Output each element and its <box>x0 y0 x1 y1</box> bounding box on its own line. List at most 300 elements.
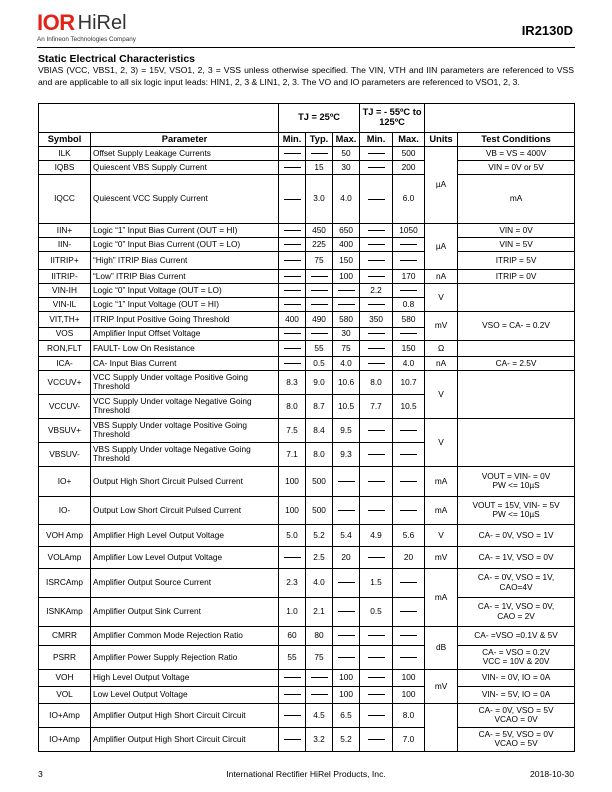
not-specified-dash <box>338 635 355 636</box>
value-cell-max-range: 8.0 <box>393 703 425 727</box>
value-cell-max-range <box>393 237 425 251</box>
value-cell-max-25 <box>333 568 360 597</box>
not-specified-dash <box>284 290 301 291</box>
not-specified-dash <box>368 153 385 154</box>
value-cell-max-25: 100 <box>333 669 360 686</box>
value-cell-min-25 <box>279 669 306 686</box>
value-cell-max-25: 580 <box>333 311 360 327</box>
value-cell-min-25 <box>279 283 306 297</box>
value-cell-typ-25: 9.0 <box>306 370 333 394</box>
value-cell-min-range <box>360 147 393 161</box>
not-specified-dash <box>338 304 355 305</box>
value-cell-min-25 <box>279 340 306 356</box>
not-specified-dash <box>284 715 301 716</box>
value-cell-min-25 <box>279 727 306 751</box>
table-row <box>39 370 575 394</box>
section-description: VBIAS (VCC, VBS1, 2, 3) = 15V, VSO1, 2, 3 = VSS unless otherwise specified. The VIN, VTH and IIN parameters are referenced to VSS and are applicable to all six logic input leads: HIN1, 2, 3 & LIN1, 2, 3. The VO and IO parameters are referenced to VSO1, 2, 3. <box>38 65 574 87</box>
test-condition-cell: VSO = CA- = 0.2V <box>458 311 575 340</box>
units-cell: dB <box>425 626 458 669</box>
value-cell-min-range <box>360 546 393 568</box>
symbol-cell: IO+Amp <box>39 727 91 751</box>
symbol-cell: IIN+ <box>39 223 91 237</box>
parameter-cell: Amplifier Output Sink Current <box>91 597 279 626</box>
test-condition-cell: CA- =VSO =0.1V & 5V <box>458 626 575 645</box>
not-specified-dash <box>338 582 355 583</box>
header-divider <box>37 47 575 48</box>
test-condition-cell: CA- = 5V, VSO = 0V VCAO = 5V <box>458 727 575 751</box>
value-cell-min-range: 350 <box>360 311 393 327</box>
not-specified-dash <box>368 348 385 349</box>
test-condition-cell: CA- = 0V, VSO = 1V <box>458 524 575 546</box>
value-cell-min-range: 0.5 <box>360 597 393 626</box>
value-cell-min-range <box>360 418 393 442</box>
value-cell-min-25: 7.1 <box>279 442 306 466</box>
not-specified-dash <box>284 167 301 168</box>
value-cell-typ-25: 75 <box>306 645 333 669</box>
value-cell-min-25 <box>279 223 306 237</box>
symbol-cell: VIN-IL <box>39 297 91 311</box>
value-cell-min-range: 1.5 <box>360 568 393 597</box>
col-parameter: Parameter <box>91 133 279 147</box>
table-row <box>39 597 575 626</box>
symbol-cell: IO- <box>39 496 91 524</box>
test-condition-cell: CA- = 0V, VSO = 5V VCAO = 0V <box>458 703 575 727</box>
units-cell: V <box>425 370 458 418</box>
header-blank <box>39 104 279 133</box>
not-specified-dash <box>368 510 385 511</box>
not-specified-dash <box>284 276 301 277</box>
units-cell: V <box>425 283 458 311</box>
table-row <box>39 283 575 297</box>
value-cell-min-25: 8.3 <box>279 370 306 394</box>
table-row <box>39 669 575 686</box>
temp-group-range: TJ = - 55ºC to 125ºC <box>360 104 425 133</box>
not-specified-dash <box>400 290 417 291</box>
value-cell-typ-25: 450 <box>306 223 333 237</box>
page-number: 3 <box>38 769 43 779</box>
not-specified-dash <box>368 635 385 636</box>
not-specified-dash <box>400 454 417 455</box>
value-cell-max-range <box>393 442 425 466</box>
value-cell-max-range <box>393 466 425 496</box>
value-cell-typ-25: 3.2 <box>306 727 333 751</box>
value-cell-max-range: 6.0 <box>393 175 425 224</box>
parameter-cell: CA- Input Bias Current <box>91 356 279 370</box>
value-cell-max-25: 6.5 <box>333 703 360 727</box>
symbol-cell: VOH Amp <box>39 524 91 546</box>
test-condition-cell: VOUT = VIN- = 0V PW <= 10µS <box>458 466 575 496</box>
value-cell-max-range: 5.6 <box>393 524 425 546</box>
symbol-cell: IITRIP- <box>39 269 91 283</box>
not-specified-dash <box>368 199 385 200</box>
parameter-cell: VCC Supply Under voltage Positive Going Threshold <box>91 370 279 394</box>
not-specified-dash <box>368 167 385 168</box>
units-cell: Ω <box>425 340 458 356</box>
symbol-cell: IQCC <box>39 175 91 224</box>
col-units: Units <box>425 133 458 147</box>
not-specified-dash <box>368 481 385 482</box>
symbol-cell: VOH <box>39 669 91 686</box>
value-cell-max-25: 4.0 <box>333 356 360 370</box>
value-cell-max-range <box>393 418 425 442</box>
value-cell-typ-25: 55 <box>306 340 333 356</box>
value-cell-typ-25: 80 <box>306 626 333 645</box>
units-cell: mA <box>425 466 458 496</box>
parameter-cell: VBS Supply Under voltage Positive Going Threshold <box>91 418 279 442</box>
col-symbol: Symbol <box>39 133 91 147</box>
parameter-cell: Output Low Short Circuit Pulsed Current <box>91 496 279 524</box>
not-specified-dash <box>400 582 417 583</box>
test-condition-cell: VIN- = 5V, IO = 0A <box>458 686 575 703</box>
value-cell-min-range <box>360 356 393 370</box>
table-row <box>39 703 575 727</box>
value-cell-max-range: 500 <box>393 147 425 161</box>
footer-company: International Rectifier HiRel Products, Inc. <box>226 769 386 779</box>
value-cell-min-range <box>360 703 393 727</box>
symbol-cell: CMRR <box>39 626 91 645</box>
value-cell-typ-25: 0.5 <box>306 356 333 370</box>
value-cell-max-25 <box>333 283 360 297</box>
part-number: IR2130D <box>521 23 573 38</box>
value-cell-min-range: 2.2 <box>360 283 393 297</box>
not-specified-dash <box>400 244 417 245</box>
value-cell-max-range: 7.0 <box>393 727 425 751</box>
not-specified-dash <box>368 244 385 245</box>
value-cell-min-25 <box>279 686 306 703</box>
parameter-cell: High Level Output Voltage <box>91 669 279 686</box>
value-cell-typ-25 <box>306 327 333 340</box>
table-row <box>39 686 575 703</box>
value-cell-min-range <box>360 269 393 283</box>
symbol-cell: ICA- <box>39 356 91 370</box>
not-specified-dash <box>338 481 355 482</box>
value-cell-typ-25: 490 <box>306 311 333 327</box>
value-cell-max-25: 30 <box>333 327 360 340</box>
not-specified-dash <box>368 557 385 558</box>
table-row <box>39 223 575 237</box>
parameter-cell: Amplifier Output Source Current <box>91 568 279 597</box>
not-specified-dash <box>368 657 385 658</box>
value-cell-min-range <box>360 669 393 686</box>
value-cell-max-range <box>393 283 425 297</box>
value-cell-max-range: 100 <box>393 669 425 686</box>
table-row <box>39 269 575 283</box>
not-specified-dash <box>284 348 301 349</box>
not-specified-dash <box>311 276 328 277</box>
value-cell-min-range <box>360 727 393 751</box>
value-cell-max-range: 170 <box>393 269 425 283</box>
value-cell-min-range <box>360 297 393 311</box>
symbol-cell: VIN-IH <box>39 283 91 297</box>
symbol-cell: VOLAmp <box>39 546 91 568</box>
units-cell <box>425 703 458 751</box>
parameter-cell: Low Level Output Voltage <box>91 686 279 703</box>
parameter-cell: VCC Supply Under voltage Negative Going Threshold <box>91 394 279 418</box>
value-cell-min-25 <box>279 546 306 568</box>
table-row <box>39 727 575 751</box>
parameter-cell: Amplifier Input Offset Voltage <box>91 327 279 340</box>
not-specified-dash <box>400 635 417 636</box>
value-cell-max-range: 0.8 <box>393 297 425 311</box>
test-condition-cell: VIN- = 0V, IO = 0A <box>458 669 575 686</box>
value-cell-typ-25: 75 <box>306 251 333 269</box>
value-cell-min-25: 400 <box>279 311 306 327</box>
not-specified-dash <box>400 657 417 658</box>
value-cell-typ-25: 500 <box>306 496 333 524</box>
not-specified-dash <box>400 333 417 334</box>
parameter-cell: Output High Short Circuit Pulsed Current <box>91 466 279 496</box>
units-cell: mA <box>425 568 458 626</box>
value-cell-max-range <box>393 597 425 626</box>
temp-group-25c: TJ = 25ºC <box>279 104 360 133</box>
symbol-cell: ILK <box>39 147 91 161</box>
not-specified-dash <box>368 694 385 695</box>
value-cell-max-25: 150 <box>333 251 360 269</box>
value-cell-typ-25: 3.0 <box>306 175 333 224</box>
value-cell-min-25: 5.0 <box>279 524 306 546</box>
table-row <box>39 466 575 496</box>
not-specified-dash <box>368 304 385 305</box>
symbol-cell: VBSUV+ <box>39 418 91 442</box>
not-specified-dash <box>284 260 301 261</box>
value-cell-min-25 <box>279 297 306 311</box>
not-specified-dash <box>284 199 301 200</box>
not-specified-dash <box>400 430 417 431</box>
col-max-25: Max. <box>333 133 360 147</box>
parameter-cell: Logic “0” Input Bias Current (OUT = LO) <box>91 237 279 251</box>
table-row <box>39 645 575 669</box>
value-cell-max-25 <box>333 297 360 311</box>
value-cell-max-25: 75 <box>333 340 360 356</box>
value-cell-max-25: 50 <box>333 147 360 161</box>
parameter-cell: Amplifier Common Mode Rejection Ratio <box>91 626 279 645</box>
symbol-cell: VCCUV- <box>39 394 91 418</box>
not-specified-dash <box>368 739 385 740</box>
units-cell: mA <box>458 175 575 224</box>
value-cell-min-range <box>360 645 393 669</box>
value-cell-min-range: 7.7 <box>360 394 393 418</box>
value-cell-max-range <box>393 327 425 340</box>
value-cell-min-25 <box>279 175 306 224</box>
table-row <box>39 237 575 251</box>
value-cell-min-25 <box>279 147 306 161</box>
not-specified-dash <box>400 611 417 612</box>
value-cell-min-range <box>360 223 393 237</box>
units-cell: nA <box>425 356 458 370</box>
parameter-cell: Quiescent VBS Supply Current <box>91 161 279 175</box>
company-logo <box>37 11 157 47</box>
test-condition-cell: ITRIP = 5V <box>458 251 575 269</box>
value-cell-min-range <box>360 442 393 466</box>
table-row <box>39 251 575 269</box>
test-condition-cell: CA- = 0V, VSO = 1V, CAO=4V <box>458 568 575 597</box>
test-condition-cell: VIN = 5V <box>458 237 575 251</box>
not-specified-dash <box>368 333 385 334</box>
value-cell-typ-25: 8.0 <box>306 442 333 466</box>
symbol-cell: VIT,TH+ <box>39 311 91 327</box>
value-cell-max-range <box>393 568 425 597</box>
value-cell-max-range: 150 <box>393 340 425 356</box>
value-cell-min-25 <box>279 237 306 251</box>
value-cell-min-25 <box>279 161 306 175</box>
value-cell-max-25: 30 <box>333 161 360 175</box>
footer-date: 2018-10-30 <box>530 769 574 779</box>
value-cell-min-25 <box>279 703 306 727</box>
not-specified-dash <box>284 304 301 305</box>
value-cell-max-25 <box>333 645 360 669</box>
symbol-cell: VOL <box>39 686 91 703</box>
value-cell-typ-25 <box>306 686 333 703</box>
value-cell-min-range <box>360 340 393 356</box>
value-cell-min-25: 60 <box>279 626 306 645</box>
value-cell-typ-25 <box>306 283 333 297</box>
not-specified-dash <box>400 260 417 261</box>
value-cell-min-25: 100 <box>279 466 306 496</box>
value-cell-min-range <box>360 496 393 524</box>
not-specified-dash <box>284 557 301 558</box>
value-cell-typ-25: 15 <box>306 161 333 175</box>
static-characteristics-table <box>38 103 575 752</box>
parameter-cell: FAULT- Low On Resistance <box>91 340 279 356</box>
not-specified-dash <box>284 333 301 334</box>
value-cell-min-range <box>360 327 393 340</box>
value-cell-typ-25: 4.5 <box>306 703 333 727</box>
value-cell-min-range <box>360 626 393 645</box>
value-cell-min-range <box>360 686 393 703</box>
value-cell-typ-25: 4.0 <box>306 568 333 597</box>
not-specified-dash <box>338 290 355 291</box>
logo-ior-mark: IOR <box>37 10 75 35</box>
value-cell-max-25: 4.0 <box>333 175 360 224</box>
not-specified-dash <box>284 230 301 231</box>
test-condition-cell: ITRIP = 0V <box>458 269 575 283</box>
value-cell-max-25: 650 <box>333 223 360 237</box>
not-specified-dash <box>368 430 385 431</box>
not-specified-dash <box>338 611 355 612</box>
value-cell-max-25 <box>333 466 360 496</box>
value-cell-typ-25 <box>306 669 333 686</box>
table-row <box>39 356 575 370</box>
not-specified-dash <box>368 677 385 678</box>
symbol-cell: PSRR <box>39 645 91 669</box>
value-cell-max-25: 400 <box>333 237 360 251</box>
value-cell-typ-25 <box>306 269 333 283</box>
table-row <box>39 340 575 356</box>
not-specified-dash <box>311 694 328 695</box>
value-cell-max-range <box>393 626 425 645</box>
value-cell-max-25 <box>333 626 360 645</box>
value-cell-min-range <box>360 175 393 224</box>
not-specified-dash <box>368 276 385 277</box>
symbol-cell: IO+ <box>39 466 91 496</box>
value-cell-max-25: 10.5 <box>333 394 360 418</box>
units-cell: V <box>425 524 458 546</box>
not-specified-dash <box>311 153 328 154</box>
not-specified-dash <box>368 260 385 261</box>
col-min-25: Min. <box>279 133 306 147</box>
test-condition-cell: VIN = 0V <box>458 223 575 237</box>
value-cell-min-25 <box>279 251 306 269</box>
not-specified-dash <box>368 363 385 364</box>
parameter-cell: Offset Supply Leakage Currents <box>91 147 279 161</box>
value-cell-typ-25: 2.5 <box>306 546 333 568</box>
value-cell-typ-25: 8.7 <box>306 394 333 418</box>
not-specified-dash <box>284 677 301 678</box>
logo-hirel-text: HiRel <box>77 11 127 34</box>
parameter-cell: Amplifier Low Level Output Voltage <box>91 546 279 568</box>
value-cell-max-range: 1050 <box>393 223 425 237</box>
col-max-range: Max. <box>393 133 425 147</box>
not-specified-dash <box>400 510 417 511</box>
value-cell-min-25: 55 <box>279 645 306 669</box>
value-cell-min-range: 4.9 <box>360 524 393 546</box>
table-row <box>39 147 575 161</box>
value-cell-min-25: 2.3 <box>279 568 306 597</box>
parameter-cell: “High” ITRIP Bias Current <box>91 251 279 269</box>
table-row <box>39 626 575 645</box>
symbol-cell: IIN- <box>39 237 91 251</box>
value-cell-max-range: 20 <box>393 546 425 568</box>
value-cell-max-25: 20 <box>333 546 360 568</box>
col-typ-25: Typ. <box>306 133 333 147</box>
header-blank-right <box>425 104 575 133</box>
not-specified-dash <box>311 333 328 334</box>
value-cell-max-range: 200 <box>393 161 425 175</box>
not-specified-dash <box>284 153 301 154</box>
parameter-cell: Amplifier Output High Short Circuit Circuit <box>91 703 279 727</box>
not-specified-dash <box>368 454 385 455</box>
units-cell: mA <box>425 496 458 524</box>
not-specified-dash <box>311 677 328 678</box>
value-cell-min-range <box>360 237 393 251</box>
value-cell-min-range <box>360 161 393 175</box>
not-specified-dash <box>284 694 301 695</box>
table-row <box>39 161 575 175</box>
not-specified-dash <box>338 510 355 511</box>
value-cell-min-25 <box>279 269 306 283</box>
test-condition-cell: VOUT = 15V, VIN- = 5V PW <= 10µS <box>458 496 575 524</box>
parameter-cell: ITRIP Input Positive Going Threshold <box>91 311 279 327</box>
col-test-conditions: Test Conditions <box>458 133 575 147</box>
not-specified-dash <box>284 739 301 740</box>
value-cell-typ-25 <box>306 297 333 311</box>
not-specified-dash <box>338 657 355 658</box>
parameter-cell: Amplifier Power Supply Rejection Ratio <box>91 645 279 669</box>
value-cell-max-25: 9.3 <box>333 442 360 466</box>
value-cell-min-25 <box>279 327 306 340</box>
units-cell: mV <box>425 669 458 703</box>
value-cell-min-25: 8.0 <box>279 394 306 418</box>
test-condition-cell <box>458 340 575 356</box>
not-specified-dash <box>368 715 385 716</box>
value-cell-min-range <box>360 251 393 269</box>
test-condition-cell: VIN = 0V or 5V <box>458 161 575 175</box>
test-condition-cell: CA- = 1V, VSO = 0V <box>458 546 575 568</box>
not-specified-dash <box>284 244 301 245</box>
value-cell-min-25: 7.5 <box>279 418 306 442</box>
not-specified-dash <box>400 481 417 482</box>
table-row <box>39 175 575 224</box>
units-cell: mV <box>425 311 458 340</box>
units-cell: V <box>425 418 458 466</box>
value-cell-max-25: 100 <box>333 686 360 703</box>
table-row <box>39 524 575 546</box>
test-condition-cell: VB = VS = 400V <box>458 147 575 161</box>
value-cell-typ-25: 8.4 <box>306 418 333 442</box>
parameter-cell: “Low” ITRIP Bias Current <box>91 269 279 283</box>
not-specified-dash <box>284 363 301 364</box>
not-specified-dash <box>311 290 328 291</box>
